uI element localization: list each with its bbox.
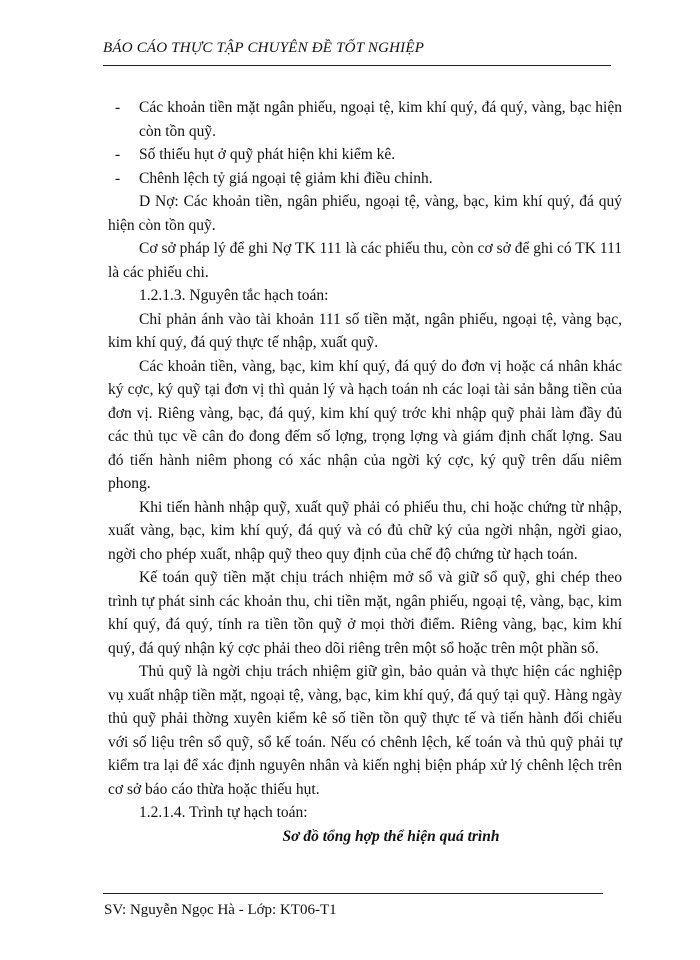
section-heading-1213: 1.2.1.3. Nguyên tắc hạch toán: [139,287,329,304]
balance-paragraph: D Nợ: Các khoản tiền, ngân phiếu, ngoại tệ, vàng, bạc, kim khí quý, đá quý hiện còn tồn quỹ. [108,193,622,234]
principle-paragraph: Các khoản tiền, vàng, bạc, kim khí quý, đá quý do đơn vị hoặc cá nhân khác ký cợc, ký quỹ tại đơn vị thì quản lý và hạch toán nh các loại tài sản bằng tiền của đơn vị. Riêng vàng, bạc, đá quý, kim khí quý trớc khi nhập quỹ phải làm đầy đủ các thủ tục về cân đo đong đếm số lợng, trọng lợng và giám định chất lợng. Sau đó tiến hành niêm phong có xác nhận của ngời ký cợc, ký quỹ trên dấu niêm phong. [108,357,622,492]
principle-paragraph: Chỉ phản ánh vào tài khoản 111 số tiền mặt, ngân phiếu, ngoại tệ, vàng bạc, kim khí quý, đá quý thực tế nhập, xuất quỹ. [108,310,622,351]
header-divider [103,65,611,66]
bullet-text: Chênh lệch tỷ giá ngoại tệ giảm khi điều chỉnh. [139,169,433,187]
bullet-text: Các khoản tiền mặt ngân phiếu, ngoại tệ, kim khí quý, đá quý, vàng, bạc hiện còn tồn quỹ. [139,99,622,140]
bullet-dash: - [115,99,121,116]
principle-paragraph: Thủ quỹ là ngời chịu trách nhiệm giữ gìn, bảo quản và thực hiện các nghiệp vụ xuất nhập tiền mặt, ngoại tệ, vàng, bạc, kim khí quý, đá quý tại quỹ. Hàng ngày thủ quỹ phải thờng xuyên kiểm kê số tiền tồn quỹ thực tế và tiến hành đối chiếu với số liệu trên sổ quỹ, sổ kế toán. Nếu có chênh lệch, kế toán và thủ quỹ phải tự kiểm tra lại để xác định nguyên nhân và kiến nghị biện pháp xử lý chênh lệch trên cơ sở báo cáo thừa hoặc thiếu hụt. [108,663,622,798]
list-item [108,143,622,167]
page-body [108,96,622,848]
bullet-text: Số thiếu hụt ở quỹ phát hiện khi kiểm kê. [139,146,396,163]
section-heading-1214: 1.2.1.4. Trình tự hạch toán: [139,804,308,821]
principle-paragraph: Kế toán quỹ tiền mặt chịu trách nhiệm mở sổ và giữ sổ quỹ, ghi chép theo trình tự phát sinh các khoản thu, chi tiền mặt, ngân phiếu, ngoại tệ, vàng, bạc, kim khí quý, đá quý, tính ra tiền tồn quỹ ở mọi thời điểm. Riêng vàng, bạc, kim khí quý, đá quý nhận ký cợc phải theo dõi riêng trên một sổ hoặc trên một phần sổ. [108,569,622,657]
page-footer: SV: Nguyễn Ngọc Hà - Lớp: KT06-T1 [104,902,337,918]
diagram-title: Sơ đồ tổng hợp thể hiện quá trình [282,827,500,845]
list-item [108,96,622,143]
bullet-dash: - [115,169,121,187]
footer-divider [103,893,603,894]
legal-basis-paragraph: Cơ sở pháp lý để ghi Nợ TK 111 là các phiếu thu, còn cơ sở để ghi có TK 111 là các phiếu chi. [108,240,622,281]
principle-paragraph: Khi tiến hành nhập quỹ, xuất quỹ phải có phiếu thu, chi hoặc chứng từ nhập, xuất vàng, bạc, kim khí quý, đá quý và có đủ chữ ký của ngời nhận, ngời giao, ngời cho phép xuất, nhập quỹ theo quy định của chế độ chứng từ hạch toán. [108,498,622,563]
bullet-dash: - [115,146,121,163]
list-item [108,167,622,191]
page-header: BÁO CÁO THỰC TẬP CHUYÊN ĐỀ TỐT NGHIỆP [103,40,425,56]
